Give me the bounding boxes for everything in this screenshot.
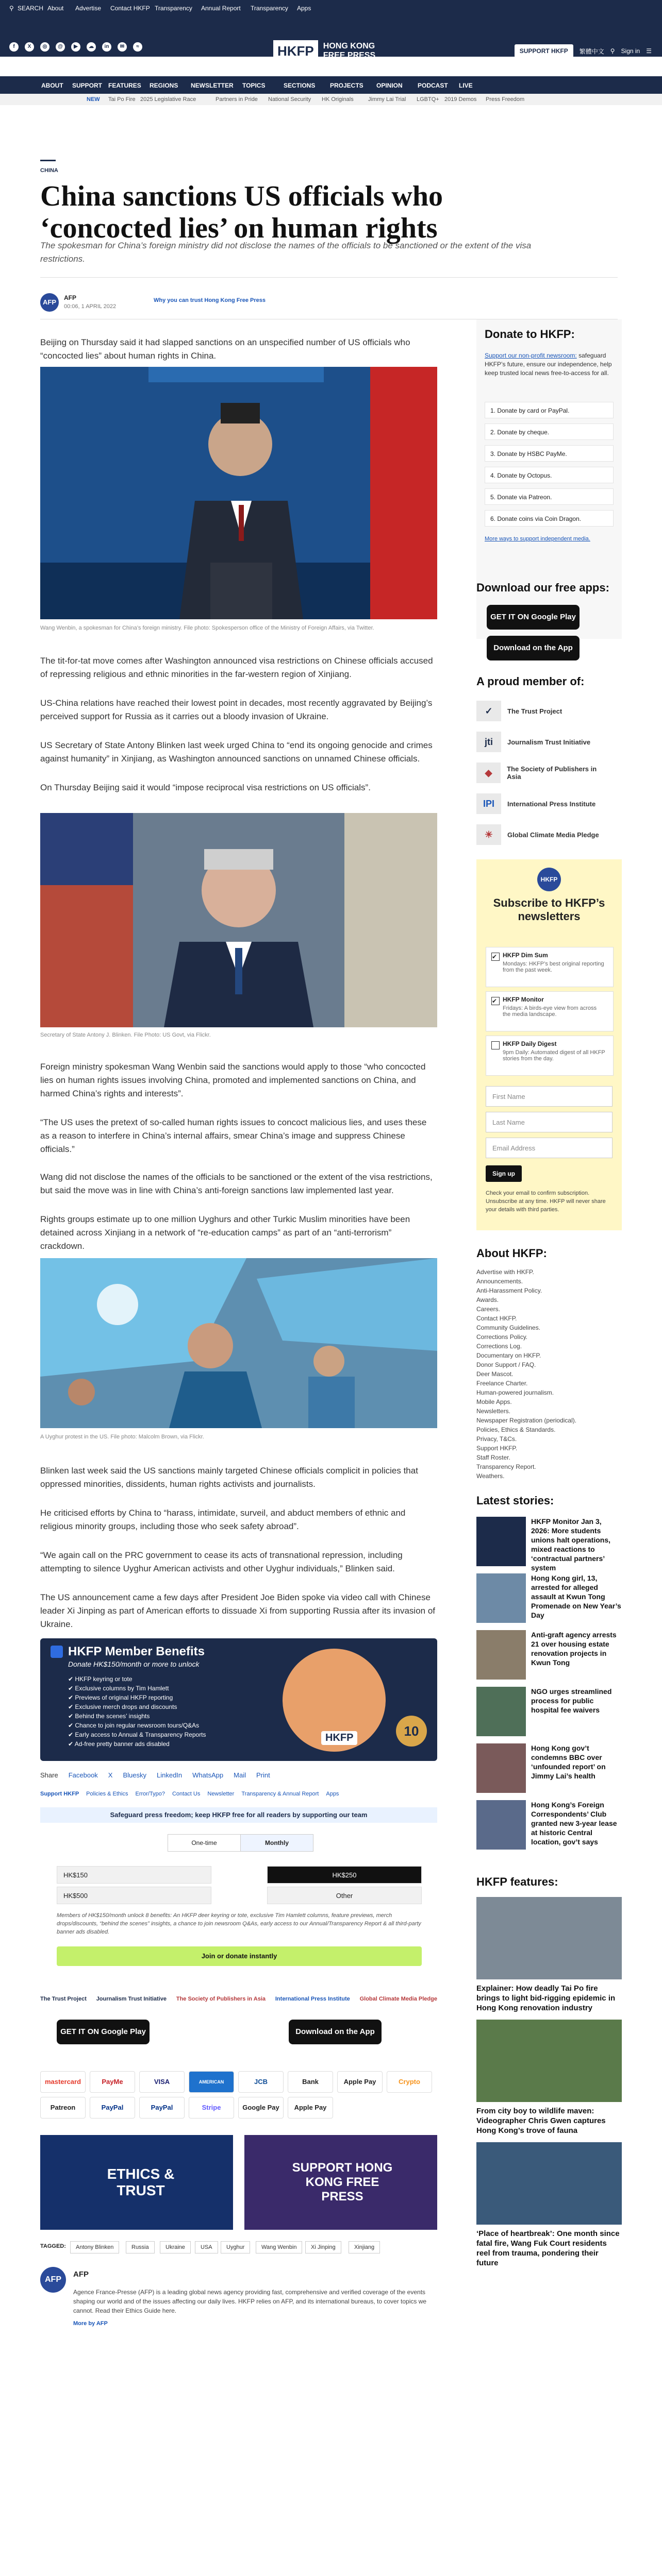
share-bluesky[interactable]: Bluesky: [123, 1771, 146, 1779]
share-bar: [40, 1771, 270, 1779]
app-store-button[interactable]: Download on the App Store: [487, 636, 580, 660]
photo-blinken: [40, 813, 437, 1027]
paragraph: US Secretary of State Antony Blinken last week urged China to “end its ongoing genocide and crimes against humanity” in Xinjiang, as Washington announced sanctions on unnamed Chinese officials.: [40, 740, 433, 764]
features-title: HKFP features:: [476, 1875, 558, 1888]
byline: [40, 277, 618, 319]
tag[interactable]: USA: [195, 2241, 218, 2253]
author-avatar[interactable]: AFP: [40, 293, 59, 312]
x-icon[interactable]: X: [25, 42, 34, 52]
safeguard-banner: Safeguard press freedom; keep HKFP free for all readers by supporting our team: [40, 1807, 437, 1823]
section-rule: [40, 160, 56, 161]
story-thumbnail: [476, 1630, 526, 1680]
newsletter-box: [476, 859, 622, 1230]
menu-icon[interactable]: ☰: [646, 47, 652, 55]
about-link[interactable]: Awards.: [476, 1296, 499, 1303]
trust-project-icon: ✓: [476, 701, 501, 721]
benefit-item: ✔ Exclusive columns by Tim Hamlett: [68, 1685, 169, 1692]
trust-project-logo: The Trust Project: [40, 1996, 87, 2002]
checkbox-icon[interactable]: [491, 1041, 500, 1049]
story-thumbnail: [476, 1573, 526, 1623]
logo-text: FREE PRESS: [323, 51, 376, 60]
feature-story[interactable]: ‘Place of heartbreak’: One month since fatal fire, Wang Fuk Court residents reel from trauma, pondering their future: [476, 2142, 622, 2268]
tag[interactable]: Xinjiang: [349, 2241, 380, 2253]
check-icon: ✔: [68, 1722, 75, 1729]
linkedin-icon[interactable]: in: [102, 42, 111, 52]
header: [0, 15, 662, 60]
amex-logo[interactable]: AMERICAN EXPRESS: [189, 2071, 234, 2093]
footer-link[interactable]: Error/Typo?: [135, 1791, 165, 1797]
feature-story[interactable]: Explainer: How deadly Tai Po fire brings to light bid-rigging epidemic in Hong Kong renovation industry: [476, 1897, 622, 2013]
latest-story[interactable]: Anti-graft agency arrests 21 over housing estate renovation projects in Kwun Tong: [476, 1630, 622, 1687]
check-icon: ✔: [68, 1713, 75, 1720]
first-name-input[interactable]: First Name: [486, 1086, 613, 1107]
feature-image: [476, 2020, 622, 2102]
benefits-sub: Donate HK$150/month or more to unlock: [68, 1660, 200, 1668]
author-name[interactable]: AFP: [64, 294, 76, 301]
subnav-item[interactable]: Press Freedom: [486, 96, 525, 103]
subnav-item[interactable]: LGBTQ+: [417, 96, 439, 103]
donate-option[interactable]: 1. Donate by card or PayPal.: [485, 402, 614, 418]
amount-option[interactable]: HK$500: [57, 1887, 211, 1904]
about-link[interactable]: Policies, Ethics & Standards.: [476, 1426, 556, 1433]
tab-monthly[interactable]: Monthly: [240, 1834, 313, 1852]
feature-image: [476, 2142, 622, 2225]
last-name-input[interactable]: Last Name: [486, 1112, 613, 1132]
author-name[interactable]: AFP: [73, 2270, 89, 2279]
visa-logo[interactable]: VISA: [139, 2071, 185, 2093]
footer-link[interactable]: Apps: [326, 1791, 339, 1797]
amount-option[interactable]: HK$150: [57, 1866, 211, 1884]
section-label[interactable]: CHINA: [40, 167, 58, 174]
support-banner-text: SUPPORT HONG KONG FREE PRESS: [292, 2161, 393, 2204]
search-icon[interactable]: ⚲: [610, 47, 615, 55]
latest-story[interactable]: NGO urges streamlined process for public hospital fee waivers: [476, 1687, 622, 1743]
paragraph: On Thursday Beijing said it would “impose reciprocal visa restrictions on US officials”.: [40, 783, 371, 792]
about-link[interactable]: Contact HKFP.: [476, 1315, 517, 1322]
check-icon: ✔: [68, 1694, 75, 1701]
share-linkedin[interactable]: LinkedIn: [157, 1771, 183, 1779]
about-link[interactable]: Corrections Log.: [476, 1343, 522, 1350]
google-play-button[interactable]: GET IT ON Google Play: [57, 2020, 150, 2044]
main-nav: [0, 76, 662, 94]
feature-story[interactable]: From city boy to wildlife maven: Videographer Chris Gwen captures Hong Kong’s trove of fauna: [476, 2020, 622, 2136]
footer-link[interactable]: Newsletter: [207, 1791, 235, 1797]
nav-item[interactable]: TOPICS: [242, 82, 266, 89]
donate-option[interactable]: 5. Donate via Patreon.: [485, 488, 614, 505]
nav-item[interactable]: REGIONS: [150, 82, 178, 89]
photo-uyghur-protest: [40, 1258, 437, 1428]
topbar-link[interactable]: Advertise: [75, 5, 102, 12]
photo-caption: A Uyghur protest in the US. File photo: Malcolm Brown, via Flickr.: [40, 1434, 204, 1440]
about-title: About HKFP:: [476, 1247, 547, 1260]
mascot-label: HKFP: [321, 1731, 357, 1745]
benefit-item: ✔ Chance to join regular newsroom tours/Q&As: [68, 1722, 200, 1729]
share-mail[interactable]: Mail: [234, 1771, 246, 1779]
signup-button[interactable]: Sign up: [486, 1165, 522, 1182]
about-link[interactable]: Anti-Harassment Policy.: [476, 1287, 542, 1294]
top-bar: [0, 0, 662, 15]
apps-title: Download our free apps:: [476, 581, 609, 594]
nav-item[interactable]: OPINION: [376, 82, 403, 89]
social-icons: [9, 42, 142, 52]
tab-one-time[interactable]: One-time: [168, 1834, 241, 1852]
about-link[interactable]: Staff Roster.: [476, 1454, 510, 1461]
signin-link[interactable]: Sign in: [621, 47, 640, 55]
feature-image: [476, 1897, 622, 1979]
jti-logo: Journalism Trust Initiative: [96, 1996, 167, 2002]
member-trust-project[interactable]: ✓ The Trust Project: [476, 701, 610, 721]
share-x[interactable]: X: [108, 1771, 113, 1779]
latest-title: Latest stories:: [476, 1494, 554, 1507]
member-climate-pledge[interactable]: ☀ Global Climate Media Pledge: [476, 824, 610, 845]
climate-pledge-logo: Global Climate Media Pledge: [359, 1996, 437, 2002]
crypto-logo[interactable]: Crypto: [387, 2071, 432, 2093]
share-whatsapp[interactable]: WhatsApp: [192, 1771, 224, 1779]
check-icon: ✔: [68, 1740, 75, 1748]
about-link[interactable]: Newspaper Registration (periodical).: [476, 1417, 577, 1424]
story-thumbnail: [476, 1517, 526, 1566]
payme-logo[interactable]: PayMe: [90, 2071, 135, 2093]
tag[interactable]: Ukraine: [160, 2241, 191, 2253]
sub-nav: [0, 94, 662, 105]
bank-logo[interactable]: Bank: [288, 2071, 333, 2093]
tag[interactable]: Uyghur: [221, 2241, 250, 2253]
photo-wang-wenbin: [40, 367, 437, 619]
donate-button[interactable]: Join or donate instantly: [57, 1946, 422, 1966]
more-ways-link[interactable]: More ways to support independent media.: [485, 536, 590, 542]
nav-item[interactable]: ABOUT: [41, 82, 63, 89]
subnav-label: NEW: [87, 96, 100, 103]
footer-link[interactable]: Policies & Ethics: [86, 1791, 128, 1797]
subnav-item[interactable]: HK Originals: [322, 96, 354, 103]
subnav-item[interactable]: 2019 Demos: [444, 96, 477, 103]
benefit-item: ✔ Exclusive merch drops and discounts: [68, 1703, 177, 1710]
about-link[interactable]: Freelance Charter.: [476, 1380, 528, 1387]
check-icon: ✔: [68, 1703, 75, 1710]
about-link[interactable]: Donor Support / FAQ.: [476, 1361, 536, 1368]
subnav-item[interactable]: 2025 Legislative Race: [140, 96, 196, 103]
benefit-item: ✔ Early access to Annual & Transparency Reports: [68, 1731, 206, 1738]
anniversary-badge: 10: [396, 1716, 427, 1747]
topbar-link[interactable]: Apps: [297, 5, 311, 12]
facebook-icon[interactable]: f: [9, 42, 19, 52]
tags-label: TAGGED:: [40, 2243, 66, 2249]
latest-story[interactable]: Hong Kong’s Foreign Correspondents’ Club granted new 3-year lease at historic Central location, gov’t says: [476, 1800, 622, 1857]
paragraph: The tit-for-tat move comes after Washington announced visa restrictions on Chinese officials accused of repressing religious and ethnic minorities in the far-western region of Xinjiang.: [40, 656, 433, 679]
ethics-banner[interactable]: [40, 2135, 233, 2230]
nav-item[interactable]: LIVE: [459, 82, 473, 89]
member-logos-row: [40, 1989, 437, 2009]
jcb-logo[interactable]: JCB: [238, 2071, 284, 2093]
check-icon: ✔: [68, 1675, 75, 1683]
about-link[interactable]: Privacy, T&Cs.: [476, 1435, 517, 1443]
paragraph: “The US uses the pretext of so-called human rights issues to concoct malicious lies, and uses these as a reason to interfere in China’s internal affairs, smear China’s image and suppress Chinese officials.”: [40, 1117, 427, 1154]
about-link[interactable]: Newsletters.: [476, 1408, 511, 1415]
about-link[interactable]: Announcements.: [476, 1278, 523, 1285]
newsletter-option-dimsum[interactable]: ✔ HKFP Dim Sum Mondays: HKFP’s best original reporting from the past week.: [486, 947, 614, 987]
subnav-item[interactable]: Partners in Pride: [216, 96, 258, 103]
hkfp-logo-icon: HKFP: [537, 868, 561, 891]
newsletter-option-digest[interactable]: HKFP Daily Digest 9pm Daily: Automated digest of all HKFP stories from the day.: [486, 1036, 614, 1076]
hkfp-icon: [51, 1646, 63, 1658]
page-title: China sanctions US officials who ‘concocted lies’ on human rights: [40, 180, 443, 244]
latest-story[interactable]: HKFP Monitor Jan 3, 2026: More students unions halt operations, mixed reactions to ‘contractual partners’ system: [476, 1517, 622, 1573]
applepay-logo[interactable]: Apple Pay: [337, 2071, 383, 2093]
applepay-logo[interactable]: Apple Pay: [288, 2097, 333, 2119]
donate-option[interactable]: 6. Donate coins via Coin Dragon.: [485, 510, 614, 527]
check-icon: ✔: [68, 1685, 75, 1692]
about-link[interactable]: Deer Mascot.: [476, 1370, 514, 1378]
subnav-item[interactable]: National Security: [268, 96, 311, 103]
about-link[interactable]: Advertise with HKFP.: [476, 1268, 534, 1276]
ipi-logo: International Press Institute: [275, 1996, 350, 2002]
youtube-icon[interactable]: ▶: [71, 42, 80, 52]
subnav-item[interactable]: Jimmy Lai Trial: [368, 96, 406, 103]
paragraph: Wang did not disclose the names of the officials to be sanctioned or the extent of the visa restrictions, but said the move was in line with China’s anti-foreign sanctions law implemented last year.: [40, 1172, 433, 1195]
about-link[interactable]: Support HKFP.: [476, 1445, 518, 1452]
about-link[interactable]: Corrections Policy.: [476, 1333, 528, 1341]
donate-option[interactable]: 2. Donate by cheque.: [485, 423, 614, 440]
amount-option-other[interactable]: Other: [267, 1887, 422, 1904]
benefit-item: ✔ Previews of original HKFP reporting: [68, 1694, 173, 1701]
paragraph: Blinken last week said the US sanctions mainly targeted Chinese officials complicit in policies that oppressed minorities, dissidents, human rights activists and journalists.: [40, 1466, 418, 1489]
nav-item[interactable]: PODCAST: [418, 82, 448, 89]
ethics-banner-text: ETHICS & TRUST: [107, 2166, 175, 2198]
climate-icon: ☀: [476, 824, 501, 845]
paragraph: Foreign ministry spokesman Wang Wenbin said the sanctions would apply to those “who concocted lies on human rights issues involving China, promoted and implemented sanctions on China, and harmed China’s rights and interests”.: [40, 1062, 426, 1098]
footer-link[interactable]: Transparency & Annual Report: [241, 1791, 319, 1797]
topbar-link[interactable]: Contact HKFP: [110, 5, 150, 12]
tag[interactable]: Russia: [126, 2241, 155, 2253]
googlepay-logo[interactable]: Google Pay: [238, 2097, 284, 2119]
paragraph: The US announcement came a few days after President Joe Biden spoke via video call with Chinese leader Xi Jinping as part of American efforts to dissuade Xi from supporting Russia after its invasion of Ukraine.: [40, 1592, 436, 1629]
story-thumbnail: [476, 1687, 526, 1736]
subnav-item[interactable]: Tai Po Fire: [108, 96, 136, 103]
about-link[interactable]: Weathers.: [476, 1472, 505, 1480]
instagram-icon[interactable]: ◎: [40, 42, 49, 52]
publish-date: 00:06, 1 APRIL 2022: [64, 303, 117, 310]
about-link[interactable]: Careers.: [476, 1306, 501, 1313]
share-print[interactable]: Print: [256, 1771, 270, 1779]
benefit-item: ✔ Ad-free pretty banner ads disabled: [68, 1740, 170, 1748]
author-avatar[interactable]: AFP: [40, 2267, 66, 2293]
footer-links: [40, 1791, 339, 1797]
logo-mark: HKFP: [273, 40, 318, 62]
share-label: Share: [40, 1771, 58, 1779]
about-link[interactable]: Community Guidelines.: [476, 1324, 541, 1331]
member-jti[interactable]: jti Journalism Trust Initiative: [476, 732, 610, 752]
latest-story[interactable]: Hong Kong gov’t condemns BBC over ‘unfounded report’ on Jimmy Lai’s health: [476, 1743, 622, 1800]
rss-icon[interactable]: ≈: [133, 42, 142, 52]
about-link[interactable]: Human-powered journalism.: [476, 1389, 554, 1396]
stripe-logo[interactable]: Stripe: [189, 2097, 234, 2119]
paypal-logo[interactable]: PayPal: [139, 2097, 185, 2119]
paragraph: Rights groups estimate up to one million Uyghurs and other Turkic Muslim minorities have been detained across Xinjiang in a network of “re-education camps” as part of an “anti-terrorism” crackdown.: [40, 1214, 410, 1251]
threads-icon[interactable]: @: [56, 42, 65, 52]
patreon-logo[interactable]: Patreon: [40, 2097, 86, 2119]
donate-option[interactable]: 4. Donate by Octopus.: [485, 467, 614, 483]
search-icon[interactable]: ⚲: [9, 5, 14, 12]
logo-text: HONG KONG: [323, 42, 375, 50]
jti-icon: jti: [476, 732, 501, 752]
author-bio: Agence France-Presse (AFP) is a leading global news agency providing fast, comprehensive and verified coverage of the events shaping our world and of the issues affecting our daily lives. HKFP relies on AFP, and its international bureaus, to cover topics we cannot. Read their Ethics Guide here.: [73, 2289, 427, 2314]
nav-item[interactable]: NEWSLETTER: [191, 82, 234, 89]
benefit-item: ✔ HKFP keyring or tote: [68, 1675, 133, 1683]
app-store-button[interactable]: Download on the App Store: [289, 2020, 382, 2044]
language-link[interactable]: 繁體中文: [579, 47, 604, 55]
share-facebook[interactable]: Facebook: [68, 1771, 98, 1779]
footer-link[interactable]: Contact Us: [172, 1791, 201, 1797]
members-title: A proud member of:: [476, 675, 585, 688]
support-hkfp-button[interactable]: SUPPORT HKFP: [515, 44, 573, 58]
nav-item[interactable]: SECTIONS: [284, 82, 316, 89]
member-sopa[interactable]: ◆ The Society of Publishers in Asia: [476, 762, 610, 783]
nav-item[interactable]: PROJECTS: [330, 82, 363, 89]
nav-item[interactable]: FEATURES: [108, 82, 141, 89]
ipi-icon: IPI: [476, 793, 501, 814]
checkbox-icon[interactable]: ✔: [491, 953, 500, 961]
topbar-link[interactable]: Transparency: [155, 5, 192, 12]
photo-caption: Secretary of State Antony J. Blinken. File Photo: US Govt, via Flickr.: [40, 1032, 211, 1038]
paypal-logo[interactable]: PayPal: [90, 2097, 135, 2119]
sopa-icon: ◆: [476, 762, 501, 783]
paragraph: Beijing on Thursday said it had slapped sanctions on an unspecified number of US officials who “concocted lies” about human rights in China.: [40, 337, 410, 361]
benefits-title: HKFP Member Benefits: [68, 1645, 205, 1658]
nav-item[interactable]: SUPPORT: [72, 82, 103, 89]
donate-option[interactable]: 3. Donate by HSBC PayMe.: [485, 445, 614, 462]
sopa-logo: The Society of Publishers in Asia: [176, 1996, 266, 2002]
donate-text: safeguard HKFP’s future, ensure our independence, help keep trusted local news free-to-access for all.: [485, 352, 612, 377]
paragraph: He criticised efforts by China to “harass, intimidate, surveil, and abduct members of ethnic and religious minority groups, including those who seek safety abroad”.: [40, 1508, 406, 1531]
mail-icon[interactable]: ✉: [118, 42, 127, 52]
topbar-link[interactable]: Annual Report: [201, 5, 241, 12]
photo-caption: Wang Wenbin, a spokesman for China’s foreign ministry. File photo: Spokesperson office of the Ministry of Foreign Affairs, via Twitter.: [40, 625, 374, 631]
topbar-link[interactable]: About: [47, 5, 64, 12]
about-link[interactable]: Documentary on HKFP.: [476, 1352, 541, 1359]
tag[interactable]: Wang Wenbin: [256, 2241, 302, 2253]
latest-story[interactable]: Hong Kong girl, 13, arrested for alleged assault at Kwun Tong Promenade on New Year’s Day: [476, 1573, 622, 1630]
site-logo[interactable]: [273, 37, 375, 65]
story-thumbnail: [476, 1743, 526, 1793]
check-icon: ✔: [68, 1731, 75, 1738]
member-benefits-banner[interactable]: [40, 1638, 437, 1761]
support-banner[interactable]: [244, 2135, 437, 2230]
donate-link[interactable]: Support our non-profit newsroom:: [485, 352, 577, 359]
footer-link[interactable]: Support HKFP: [40, 1791, 79, 1797]
newsletter-title: Subscribe to HKFP’s newsletters: [493, 896, 605, 923]
mastercard-logo[interactable]: mastercard: [40, 2071, 86, 2093]
donate-title: Donate to HKFP:: [485, 328, 575, 341]
paragraph: “We again call on the PRC government to cease its acts of transnational repression, including attempting to silence Uyghur American activists and other Uyghur individuals,” Blinken said.: [40, 1550, 403, 1573]
tag[interactable]: Antony Blinken: [70, 2241, 119, 2253]
google-play-button[interactable]: GET IT ON Google Play: [487, 605, 580, 630]
topbar-link[interactable]: Transparency: [251, 5, 288, 12]
newsletter-option-monitor[interactable]: ✔ HKFP Monitor Fridays: A birds-eye view from across the media landscape.: [486, 991, 614, 1031]
about-link[interactable]: Transparency Report.: [476, 1463, 536, 1470]
standfirst: The spokesman for China’s foreign ministry did not disclose the names of the officials to be sanctioned or the extent of the visa restrictions.: [40, 241, 532, 264]
member-ipi[interactable]: IPI International Press Institute: [476, 793, 610, 814]
email-input[interactable]: Email Address: [486, 1138, 613, 1158]
about-link[interactable]: Mobile Apps.: [476, 1398, 512, 1405]
author-box: [40, 2267, 437, 2349]
story-thumbnail: [476, 1800, 526, 1850]
paragraph: US-China relations have reached their lowest point in decades, most recently aggravated by Beijing’s perceived support for Russia as it carries out a bloody invasion of Ukraine.: [40, 698, 433, 721]
more-by-author[interactable]: More by AFP: [73, 2320, 108, 2327]
newsletter-note: Check your email to confirm subscription. Unsubscribe at any time. HKFP will never share your details with third parties.: [486, 1190, 606, 1213]
tag[interactable]: Xi Jinping: [305, 2241, 341, 2253]
benefit-item: ✔ Behind the scenes’ insights: [68, 1713, 150, 1720]
trust-link[interactable]: Why you can trust Hong Kong Free Press: [154, 297, 266, 303]
checkbox-icon[interactable]: ✔: [491, 997, 500, 1005]
donation-note: Members of HK$150/month unlock 8 benefits: An HKFP deer keyring or tote, exclusive Tim Hamlett columns, feature previews, merch drops/discounts, “behind the scenes” insights, a chance to join newsroom Q&As, early access to our Annual/Transparency Report & all third-party banner ads disabled.: [57, 1912, 421, 1935]
bluesky-icon[interactable]: ☁: [87, 42, 96, 52]
amount-option-selected[interactable]: HK$250: [267, 1866, 422, 1884]
search-link[interactable]: SEARCH: [18, 5, 44, 12]
